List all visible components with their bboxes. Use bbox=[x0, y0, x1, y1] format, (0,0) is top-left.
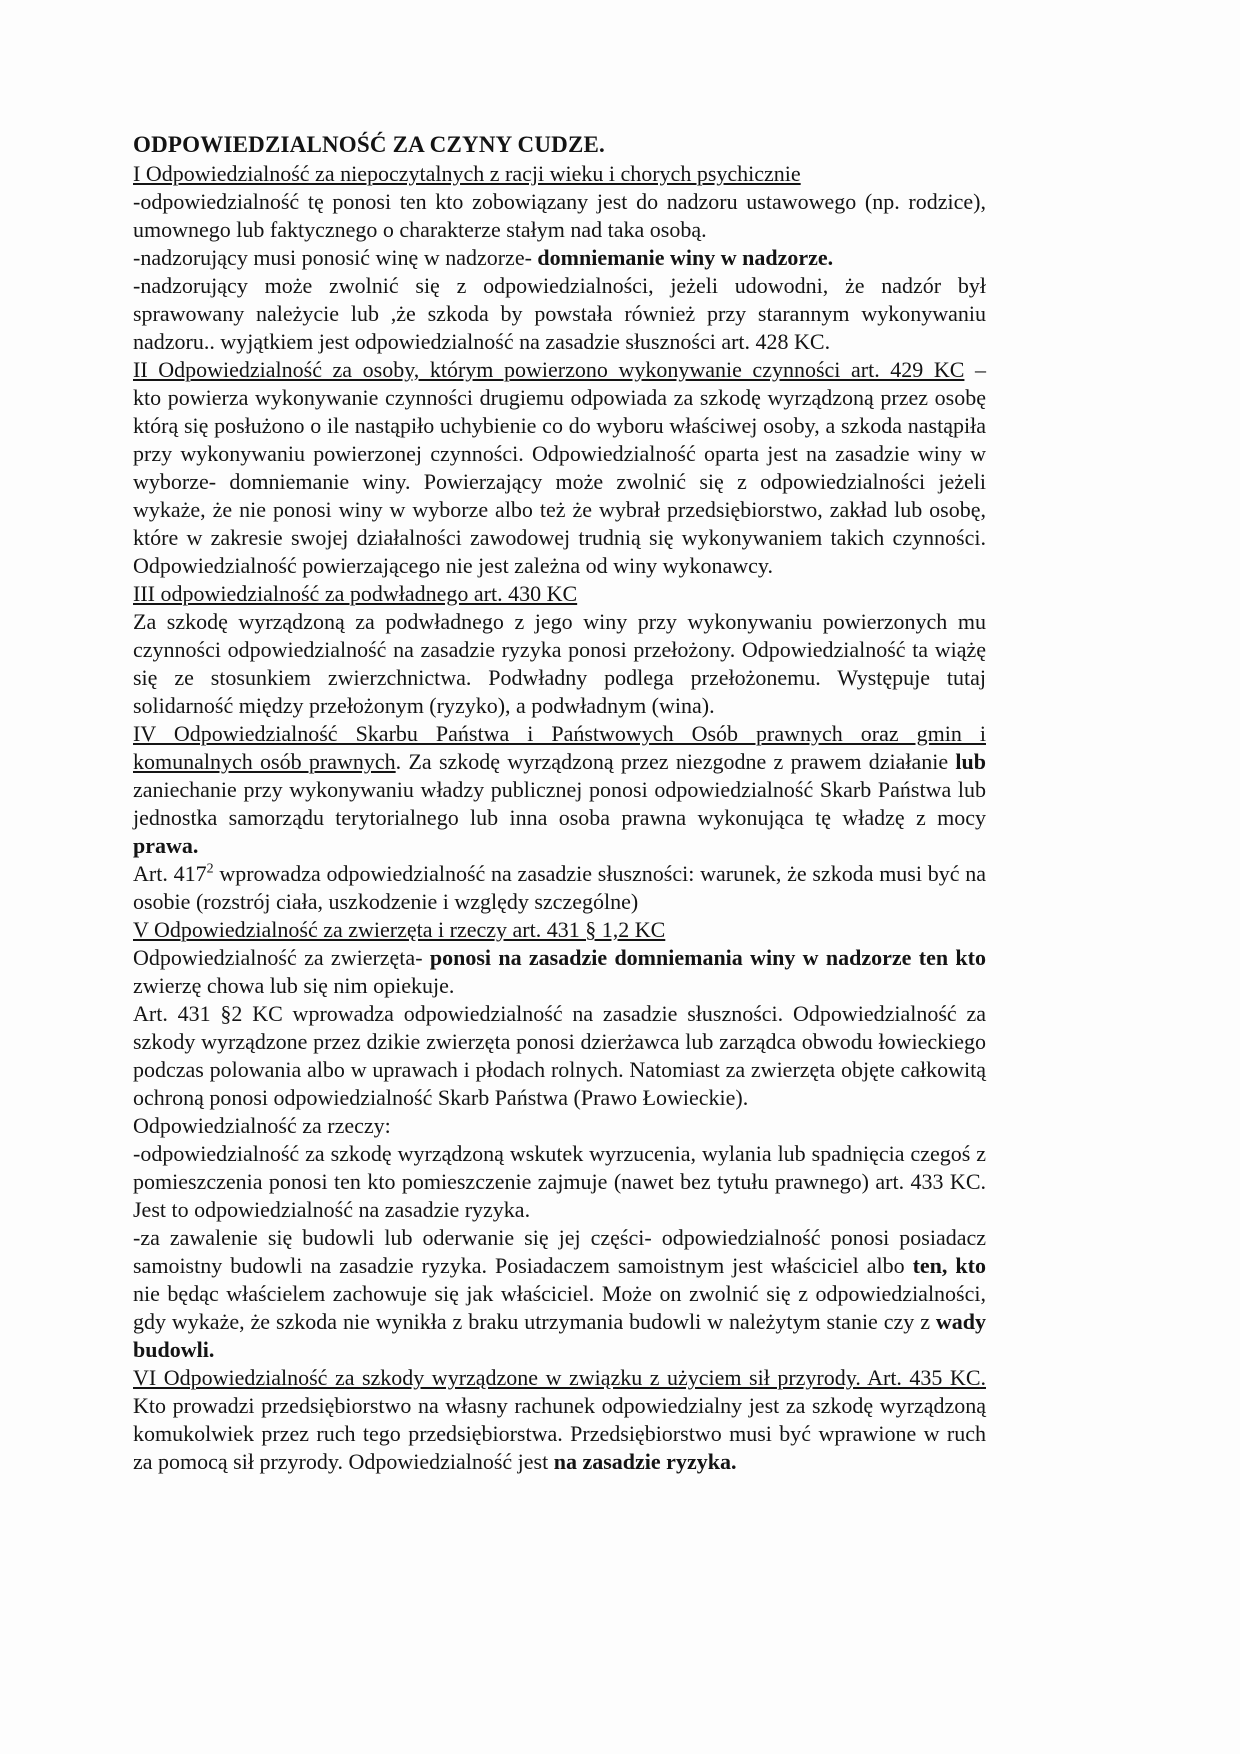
section-5-paragraph-1-text-a: Odpowiedzialność za zwierzęta- bbox=[133, 945, 430, 970]
section-5-paragraph-1-text-b: zwierzę chowa lub się nim opiekuje. bbox=[133, 973, 455, 998]
section-6-paragraph-1 bbox=[133, 1392, 986, 1476]
section-5-paragraph-5-bold-wady: wady budowli. bbox=[133, 1309, 986, 1362]
section-5-paragraph-2: Art. 431 §2 KC wprowadza odpowiedzialność na zasadzie słuszności. Odpowiedzialność za szkody wyrządzone przez dzikie zwierzęta ponosi dzierżawca lub zarządca obwodu łowieckiego podczas polowania albo w uprawach i płodach rolnych. Natomiast za zwierzęta objęte całkowitą ochroną ponosi odpowiedzialność Skarb Państwa (Prawo Łowieckie). bbox=[133, 1001, 986, 1110]
section-1-heading-text: I Odpowiedzialność za niepoczytalnych z racji wieku i chorych psychicznie bbox=[133, 161, 801, 186]
superscript-2: 2 bbox=[206, 861, 214, 877]
section-4-paragraph-1-bold-lub: lub bbox=[955, 749, 987, 774]
section-6-heading bbox=[133, 1364, 986, 1392]
section-5-heading-text: V Odpowiedzialność za zwierzęta i rzeczy art. 431 § 1,2 KC bbox=[133, 917, 666, 942]
section-4-paragraph-1 bbox=[133, 720, 986, 860]
section-6-paragraph-1-text: Kto prowadzi przedsiębiorstwo na własny rachunek odpowiedzialny jest za szkodę wyrządzoną komukolwiek przez ruch tego przedsiębiorstwa. Przedsiębiorstwo musi być wprawione w ruch za pomocą sił przyrody. Odpowiedzialność jest bbox=[133, 1393, 986, 1474]
document-page bbox=[133, 130, 986, 1476]
section-1-paragraph-2-bold: domniemanie winy w nadzorze. bbox=[537, 245, 834, 270]
section-1-paragraph-2 bbox=[133, 244, 986, 272]
section-4-paragraph-1-bold-prawa: prawa. bbox=[133, 833, 199, 858]
section-5-paragraph-1-bold: ponosi na zasadzie domniemania winy w nadzorze ten kto bbox=[429, 945, 986, 970]
section-5-heading bbox=[133, 916, 986, 944]
section-5-paragraph-1 bbox=[133, 944, 986, 1000]
section-4-paragraph-1-text-a: . Za szkodę wyrządzoną przez niezgodne z prawem działanie bbox=[395, 749, 956, 774]
section-6-heading-text: VI Odpowiedzialność za szkody wyrządzone w związku z użyciem sił przyrody. Art. 435 KC. bbox=[133, 1365, 986, 1390]
section-5-paragraph-5-text-a: -za zawalenie się budowli lub oderwanie się jej części- odpowiedzialność ponosi posiadacz samoistny budowli na zasadzie ryzyka. Posiadaczem samoistnym jest właściciel albo bbox=[133, 1225, 986, 1278]
section-4-paragraph-2 bbox=[133, 860, 986, 916]
section-6-paragraph-1-bold: na zasadzie ryzyka. bbox=[553, 1449, 737, 1474]
section-2-paragraph-1: kto powierza wykonywanie czynności drugiemu odpowiada za szkodę wyrządzoną przez osobę którą się posłużono o ile nastąpiło uchybienie co do wyboru właściwej osoby, a szkoda nastąpiła przy wykonywaniu powierzonej czynności. Odpowiedzialność oparta jest na zasadzie winy w wyborze- domniemanie winy. Powierzający może zwolnić się z odpowiedzialności jeżeli wykaże, że nie ponosi winy w wyborze albo też że wybrał przedsiębiorstwo, zakład lub osobę, które w zakresie swojej działalności zawodowej trudnią się wykonywaniem takich czynności. Odpowiedzialność powierzającego nie jest zależna od winy wykonawcy. bbox=[133, 385, 986, 578]
section-5-paragraph-5 bbox=[133, 1224, 986, 1364]
section-1-heading bbox=[133, 160, 986, 188]
section-5-paragraph-5-text-b: nie będąc właścielem zachowuje się jak właściciel. Może on zwolnić się z odpowiedzialności, gdy wykaże, że szkoda nie wynikła z braku utrzymania budowli w należytym stanie czy z bbox=[133, 1281, 986, 1334]
section-4-paragraph-2-text-a: Art. 417 bbox=[133, 861, 207, 886]
section-4-heading-text: IV Odpowiedzialność Skarbu Państwa i Państwowych Osób prawnych oraz gmin i komunalnych osób prawnych bbox=[133, 721, 986, 774]
section-4-paragraph-1-text-b: zaniechanie przy wykonywaniu władzy publicznej ponosi odpowiedzialność Skarb Państwa lub jednostka samorządu terytorialnego lub inna osoba prawna wykonująca tę władzę z mocy bbox=[133, 777, 986, 830]
document-title: ODPOWIEDZIALNOŚĆ ZA CZYNY CUDZE. bbox=[133, 132, 606, 157]
section-5-paragraph-5-bold-tenkto: ten, kto bbox=[912, 1253, 986, 1278]
section-2-heading-text: II Odpowiedzialność za osoby, którym powierzono wykonywanie czynności art. 429 KC bbox=[133, 357, 965, 382]
section-1-paragraph-1: -odpowiedzialność tę ponosi ten kto zobowiązany jest do nadzoru ustawowego (np. rodzice), umownego lub faktycznego o charakterze stałym nad taka osobą. bbox=[133, 189, 986, 242]
section-1-paragraph-2-text: -nadzorujący musi ponosić winę w nadzorze- bbox=[133, 245, 538, 270]
section-5-paragraph-3: Odpowiedzialność za rzeczy: bbox=[133, 1113, 391, 1138]
section-5-paragraph-4: -odpowiedzialność za szkodę wyrządzoną wskutek wyrzucenia, wylania lub spadnięcia czegoś z pomieszczenia ponosi ten kto pomieszczenie zajmuje (nawet bez tytułu prawnego) art. 433 KC. Jest to odpowiedzialność na zasadzie ryzyka. bbox=[133, 1141, 986, 1222]
section-4-paragraph-2-text-b: wprowadza odpowiedzialność na zasadzie słuszności: warunek, że szkoda musi być na osobie (rozstrój ciała, uszkodzenie i względy szczególne) bbox=[133, 861, 987, 914]
section-3-heading bbox=[133, 580, 986, 608]
section-3-paragraph-1: Za szkodę wyrządzoną za podwładnego z jego winy przy wykonywaniu powierzonych mu czynności odpowiedzialność na zasadzie ryzyka ponosi przełożony. Odpowiedzialność ta wiążę się ze stosunkiem zwierzchnictwa. Podwładny podlega przełożonemu. Występuje tutaj solidarność między przełożonym (ryzyko), a podwładnym (wina). bbox=[133, 609, 986, 718]
section-1-paragraph-3: -nadzorujący może zwolnić się z odpowiedzialności, jeżeli udowodni, że nadzór był sprawowany należycie lub ,że szkoda by powstała również przy starannym wykonywaniu nadzoru.. wyjątkiem jest odpowiedzialność na zasadzie słuszności art. 428 KC. bbox=[133, 273, 986, 354]
section-3-heading-text: III odpowiedzialność za podwładnego art. 430 KC bbox=[133, 581, 578, 606]
section-2-heading bbox=[133, 356, 986, 384]
section-2-heading-dash: – bbox=[964, 357, 987, 382]
